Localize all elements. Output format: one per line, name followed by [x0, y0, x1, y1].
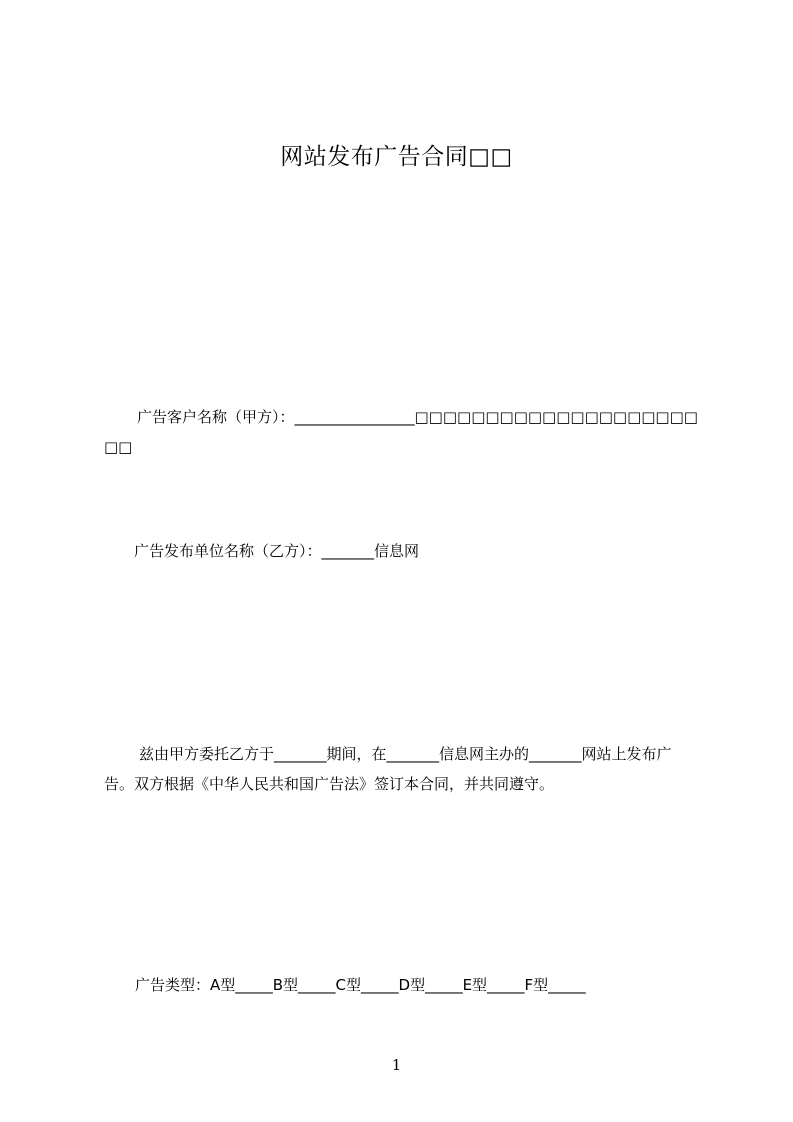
ad-type-paragraph: 广告类型：A型_____B型_____C型_____D型_____E型_____F型_____: [135, 976, 586, 994]
party-a-name-paragraph: 广告客户名称（甲方）：________________□□□□□□□□□□□□□□□□□□□□□□: [104, 408, 698, 456]
contract-intro-paragraph: 兹由甲方委托乙方于_______期间，在_______信息网主办的_______网站上发布广告。双方根据《中华人民共和国广告法》签订本合同，并共同遵守。: [104, 745, 672, 793]
party-b-name-paragraph: 广告发布单位名称（乙方）：_______信息网: [134, 542, 420, 560]
document-title: 网站发布广告合同□□: [280, 144, 513, 170]
page-number: 1: [391, 1056, 402, 1074]
